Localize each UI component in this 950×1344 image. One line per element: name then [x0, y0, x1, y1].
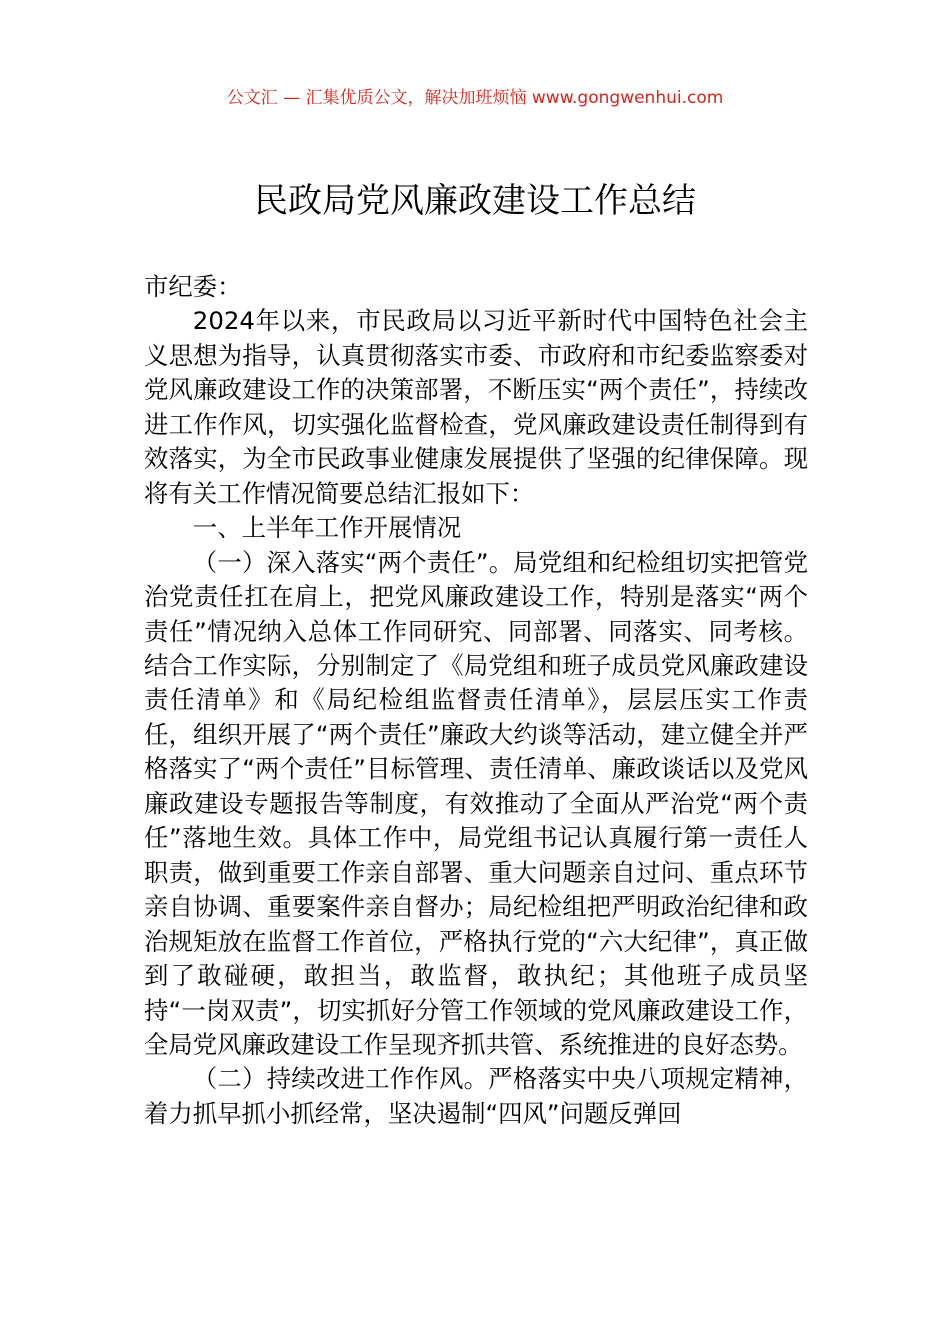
section-heading: 一、上半年工作开展情况: [192, 513, 462, 543]
salutation: 市纪委：: [144, 272, 242, 301]
subsection-paragraph-2: （二）持续改进工作作风。严格落实中央八项规定精神，着力抓早抓小抓经常，坚决遏制“四风”问题反弹回: [144, 1064, 808, 1128]
subsection-paragraph-1: （一）深入落实“两个责任”。局党组和纪检组切实把管党治党责任扛在肩上，把党风廉政建设工作，特别是落实“两个责任”情况纳入总体工作同研究、同部署、同落实、同考核。结合工作实际，分别制定了《局党组和班子成员党风廉政建设责任清单》和《局纪检组监督责任清单》，层层压实工作责任，组织开展了“两个责任”廉政大约谈等活动，建立健全并严格落实了“两个责任”目标管理、责任清单、廉政谈话以及党风廉政建设专题报告等制度，有效推动了全面从严治党“两个责任”落地生效。具体工作中，局党组书记认真履行第一责任人职责，做到重要工作亲自部署、重大问题亲自过问、重点环节亲自协调、重要案件亲自督办；局纪检组把严明政治纪律和政治规矩放在监督工作首位，严格执行党的“六大纪律”，真正做到了敢碰硬，敢担当，敢监督，敢执纪；其他班子成员坚持“一岗双责”，切实抓好分管工作领域的党风廉政建设工作，全局党风廉政建设工作呈现齐抓共管、系统推进的良好态势。: [144, 547, 808, 1059]
intro-paragraph: 2024年以来，市民政局以习近平新时代中国特色社会主义思想为指导，认真贯彻落实市委、市政府和市纪委监察委对党风廉政建设工作的决策部署，不断压实“两个责任”，持续改进工作作风，切实强化监督检查，党风廉政建设责任制得到有效落实，为全市民政事业健康发展提供了坚强的纪律保障。现将有关工作情况简要总结汇报如下：: [144, 306, 808, 508]
document-body: [144, 270, 808, 1131]
watermark-banner: 公文汇 — 汇集优质公文，解决加班烦恼 www.gongwenhui.com: [226, 88, 724, 108]
document-title: 民政局党风廉政建设工作总结: [254, 181, 696, 221]
